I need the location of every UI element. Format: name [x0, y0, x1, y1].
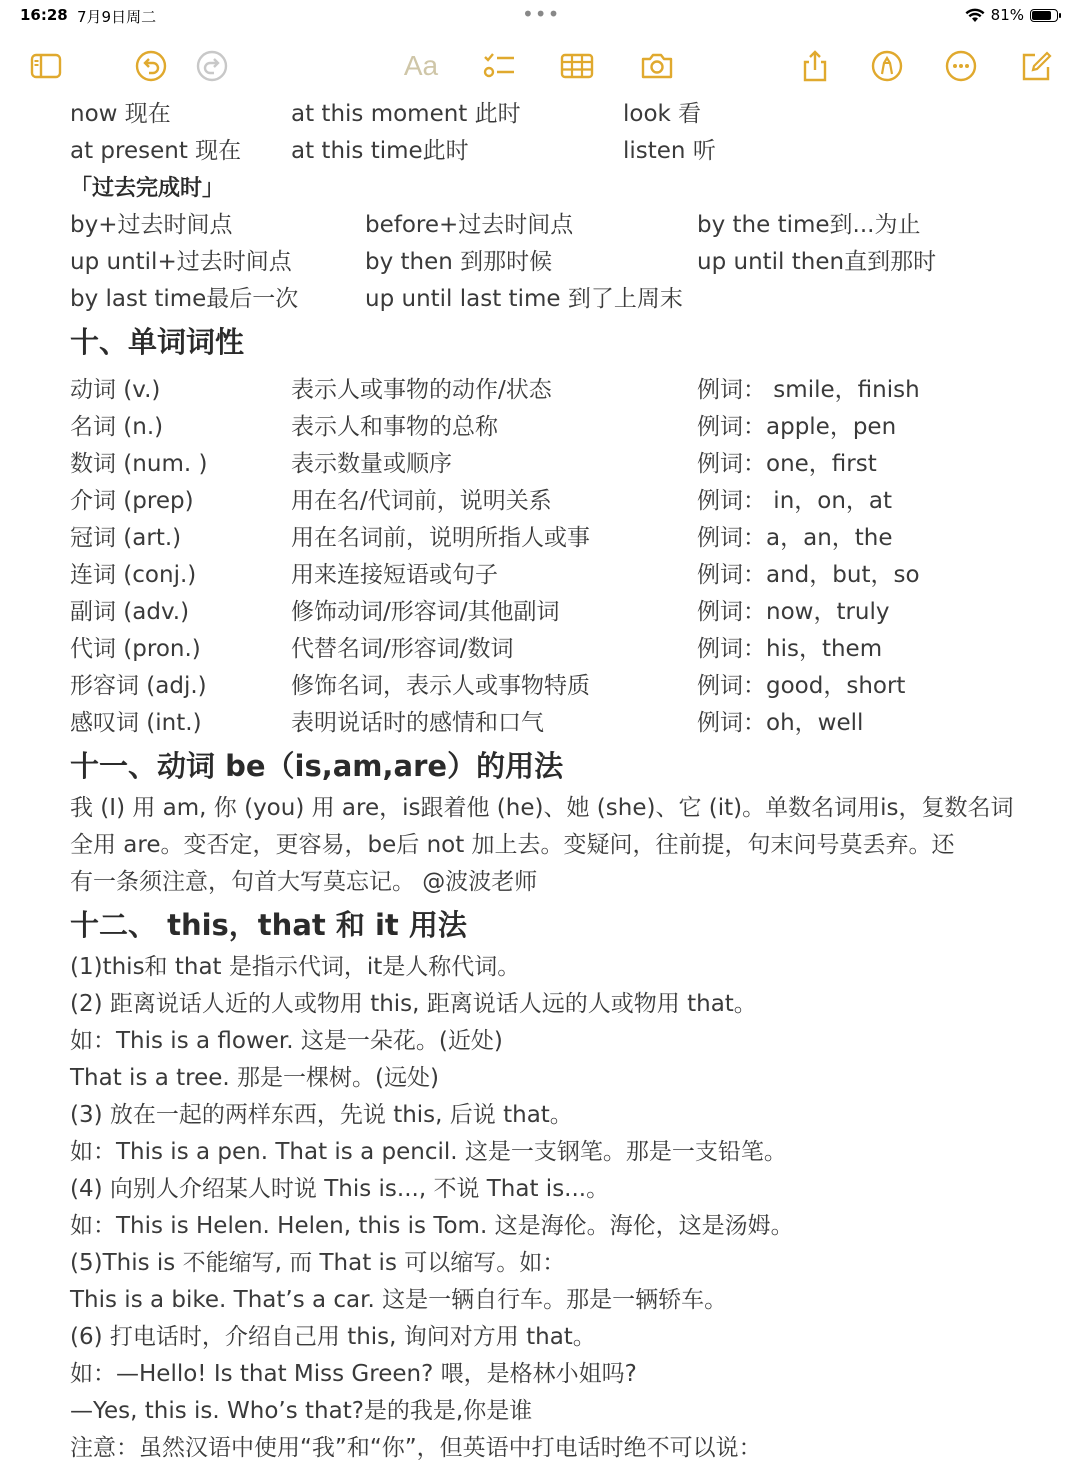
share-icon[interactable] [797, 48, 833, 84]
part-of-speech-definition: 修饰名词，表示人或事物特质 [291, 673, 590, 699]
present-cell: at present 现在 [70, 138, 242, 164]
past-perfect-row [70, 281, 1020, 318]
section-12-heading: 十二、 this，that 和 it 用法 [70, 908, 467, 942]
battery-icon [1030, 9, 1058, 22]
status-bar [0, 0, 1080, 32]
checklist-icon[interactable] [481, 48, 517, 84]
paragraph-line: 有一条须注意，句首大写莫忘记。 @波波老师 [70, 869, 538, 895]
part-of-speech-name: 副词 (adv.) [70, 599, 190, 625]
part-of-speech-name: 连词 (conj.) [70, 562, 197, 588]
part-of-speech-example: 例词：a，an，the [697, 525, 893, 551]
past-perfect-cell: by the time到...为止 [697, 212, 921, 238]
part-of-speech-definition: 表示人或事物的动作/状态 [291, 377, 552, 403]
part-of-speech-row [70, 520, 1020, 557]
part-of-speech-example: 例词： smile，finish [697, 377, 920, 403]
part-of-speech-example: 例词：one，first [697, 451, 877, 477]
paragraph-line: (1)this和 that 是指示代词，it是人称代词。 [70, 954, 521, 980]
sidebar-icon[interactable] [28, 48, 64, 84]
part-of-speech-example: 例词：oh，well [697, 710, 864, 736]
paragraph-line: This is a bike. That’s a car. 这是一辆自行车。那是一辆轿车。 [70, 1287, 728, 1313]
part-of-speech-name: 名词 (n.) [70, 414, 164, 440]
paragraph-line: (2) 距离说话人近的人或物用 this, 距离说话人远的人或物用 that。 [70, 991, 757, 1017]
compose-icon[interactable] [1018, 48, 1054, 84]
part-of-speech-definition: 用来连接短语或句子 [291, 562, 498, 588]
section-11-body [70, 790, 1020, 901]
past-perfect-row [70, 244, 1020, 281]
paragraph-line: (4) 向别人介绍某人时说 This is..., 不说 That is...。 [70, 1176, 610, 1202]
paragraph-line: 如：—Hello! Is that Miss Green? 喂，是格林小姐吗? [70, 1361, 637, 1387]
multitasking-dots-icon[interactable]: ••• [522, 2, 561, 26]
paragraph-line: 我 (I) 用 am, 你 (you) 用 are，is跟着他 (he)、她 (she)、它 (it)。单数名词用is，复数名词 [70, 795, 1014, 821]
part-of-speech-example: 例词：apple，pen [697, 414, 897, 440]
markup-icon[interactable] [869, 48, 905, 84]
part-of-speech-name: 感叹词 (int.) [70, 710, 202, 736]
status-right [965, 6, 1058, 24]
part-of-speech-definition: 代替名词/形容词/数词 [291, 636, 514, 662]
part-of-speech-example: 例词：now，truly [697, 599, 890, 625]
present-cell: at this moment 此时 [291, 101, 521, 127]
paragraph-line: (6) 打电话时，介绍自己用 this, 询问对方用 that。 [70, 1324, 596, 1350]
past-perfect-title: 「过去完成时」 [70, 176, 225, 201]
present-cell: now 现在 [70, 101, 171, 127]
part-of-speech-definition: 表示数量或顺序 [291, 451, 452, 477]
part-of-speech-example: 例词：his，them [697, 636, 883, 662]
paragraph-line: 如：This is Helen. Helen, this is Tom. 这是海伦。海伦，这是汤姆。 [70, 1213, 794, 1239]
present-row [70, 133, 1020, 170]
section-11-heading: 十一、动词 be（is,am,are）的用法 [70, 749, 564, 783]
paragraph-line: (5)This is 不能缩写, 而 That is 可以缩写。如： [70, 1250, 566, 1276]
format-icon[interactable]: Aa [403, 50, 439, 81]
part-of-speech-row [70, 631, 1020, 668]
part-of-speech-definition: 用在名/代词前，说明关系 [291, 488, 552, 514]
wifi-icon [965, 8, 985, 23]
part-of-speech-name: 形容词 (adj.) [70, 673, 207, 699]
redo-icon[interactable] [194, 48, 230, 84]
part-of-speech-example: 例词： in，on，at [697, 488, 893, 514]
paragraph-line: —Yes, this is. Who’s that?是的我是,你是谁 [70, 1398, 533, 1424]
status-time: 16:28 [20, 6, 68, 24]
present-cell: at this time此时 [291, 138, 469, 164]
part-of-speech-row [70, 557, 1020, 594]
part-of-speech-row [70, 594, 1020, 631]
status-date: 7月9日周二 [77, 8, 157, 26]
part-of-speech-name: 代词 (pron.) [70, 636, 201, 662]
past-perfect-cell: up until then直到那时 [697, 249, 937, 275]
paragraph-line: 如：This is a flower. 这是一朵花。(近处) [70, 1028, 503, 1054]
paragraph-line: That is a tree. 那是一棵树。(远处) [70, 1065, 439, 1091]
more-icon[interactable] [943, 48, 979, 84]
section-10-heading: 十、单词词性 [70, 325, 245, 359]
part-of-speech-definition: 表示人和事物的总称 [291, 414, 498, 440]
part-of-speech-row [70, 705, 1020, 742]
part-of-speech-definition: 修饰动词/形容词/其他副词 [291, 599, 560, 625]
note-body[interactable] [70, 96, 1020, 1467]
past-perfect-cell: up until last time 到了上周末 [365, 286, 683, 312]
part-of-speech-example: 例词：good，short [697, 673, 906, 699]
present-cell: listen 听 [623, 138, 716, 164]
past-perfect-cell: up until+过去时间点 [70, 249, 292, 275]
part-of-speech-row [70, 372, 1020, 409]
part-of-speech-definition: 表明说话时的感情和口气 [291, 710, 544, 736]
past-perfect-cell: by last time最后一次 [70, 286, 299, 312]
past-perfect-row [70, 207, 1020, 244]
paragraph-line: (3) 放在一起的两样东西，先说 this, 后说 that。 [70, 1102, 573, 1128]
part-of-speech-name: 介词 (prep) [70, 488, 194, 514]
camera-icon[interactable] [639, 48, 675, 84]
present-row [70, 96, 1020, 133]
section-12-body [70, 949, 1020, 1467]
part-of-speech-definition: 用在名词前，说明所指人或事 [291, 525, 590, 551]
past-perfect-cell: before+过去时间点 [365, 212, 574, 238]
battery-level [1032, 11, 1051, 20]
past-perfect-cell: by+过去时间点 [70, 212, 233, 238]
part-of-speech-table [70, 372, 1020, 742]
battery-cap [1059, 13, 1061, 18]
past-perfect-cell: by then 到那时候 [365, 249, 553, 275]
paragraph-line: 如：This is a pen. That is a pencil. 这是一支钢笔。那是一支铅笔。 [70, 1139, 787, 1165]
paragraph-line: 全用 are。变否定，更容易，be后 not 加上去。变疑问，往前提，句末问号莫丢弃。还 [70, 832, 955, 858]
notes-toolbar [0, 40, 1080, 92]
part-of-speech-row [70, 446, 1020, 483]
part-of-speech-row [70, 668, 1020, 705]
table-icon[interactable] [559, 48, 595, 84]
part-of-speech-row [70, 409, 1020, 446]
part-of-speech-name: 动词 (v.) [70, 377, 161, 403]
part-of-speech-example: 例词：and，but，so [697, 562, 920, 588]
paragraph-line: 注意：虽然汉语中使用“我”和“你”，但英语中打电话时绝不可以说： [70, 1435, 762, 1461]
battery-percent: 81% [990, 6, 1024, 24]
part-of-speech-name: 数词 (num. ) [70, 451, 208, 477]
present-cell: look 看 [623, 101, 702, 127]
undo-icon[interactable] [133, 48, 169, 84]
part-of-speech-name: 冠词 (art.) [70, 525, 182, 551]
part-of-speech-row [70, 483, 1020, 520]
